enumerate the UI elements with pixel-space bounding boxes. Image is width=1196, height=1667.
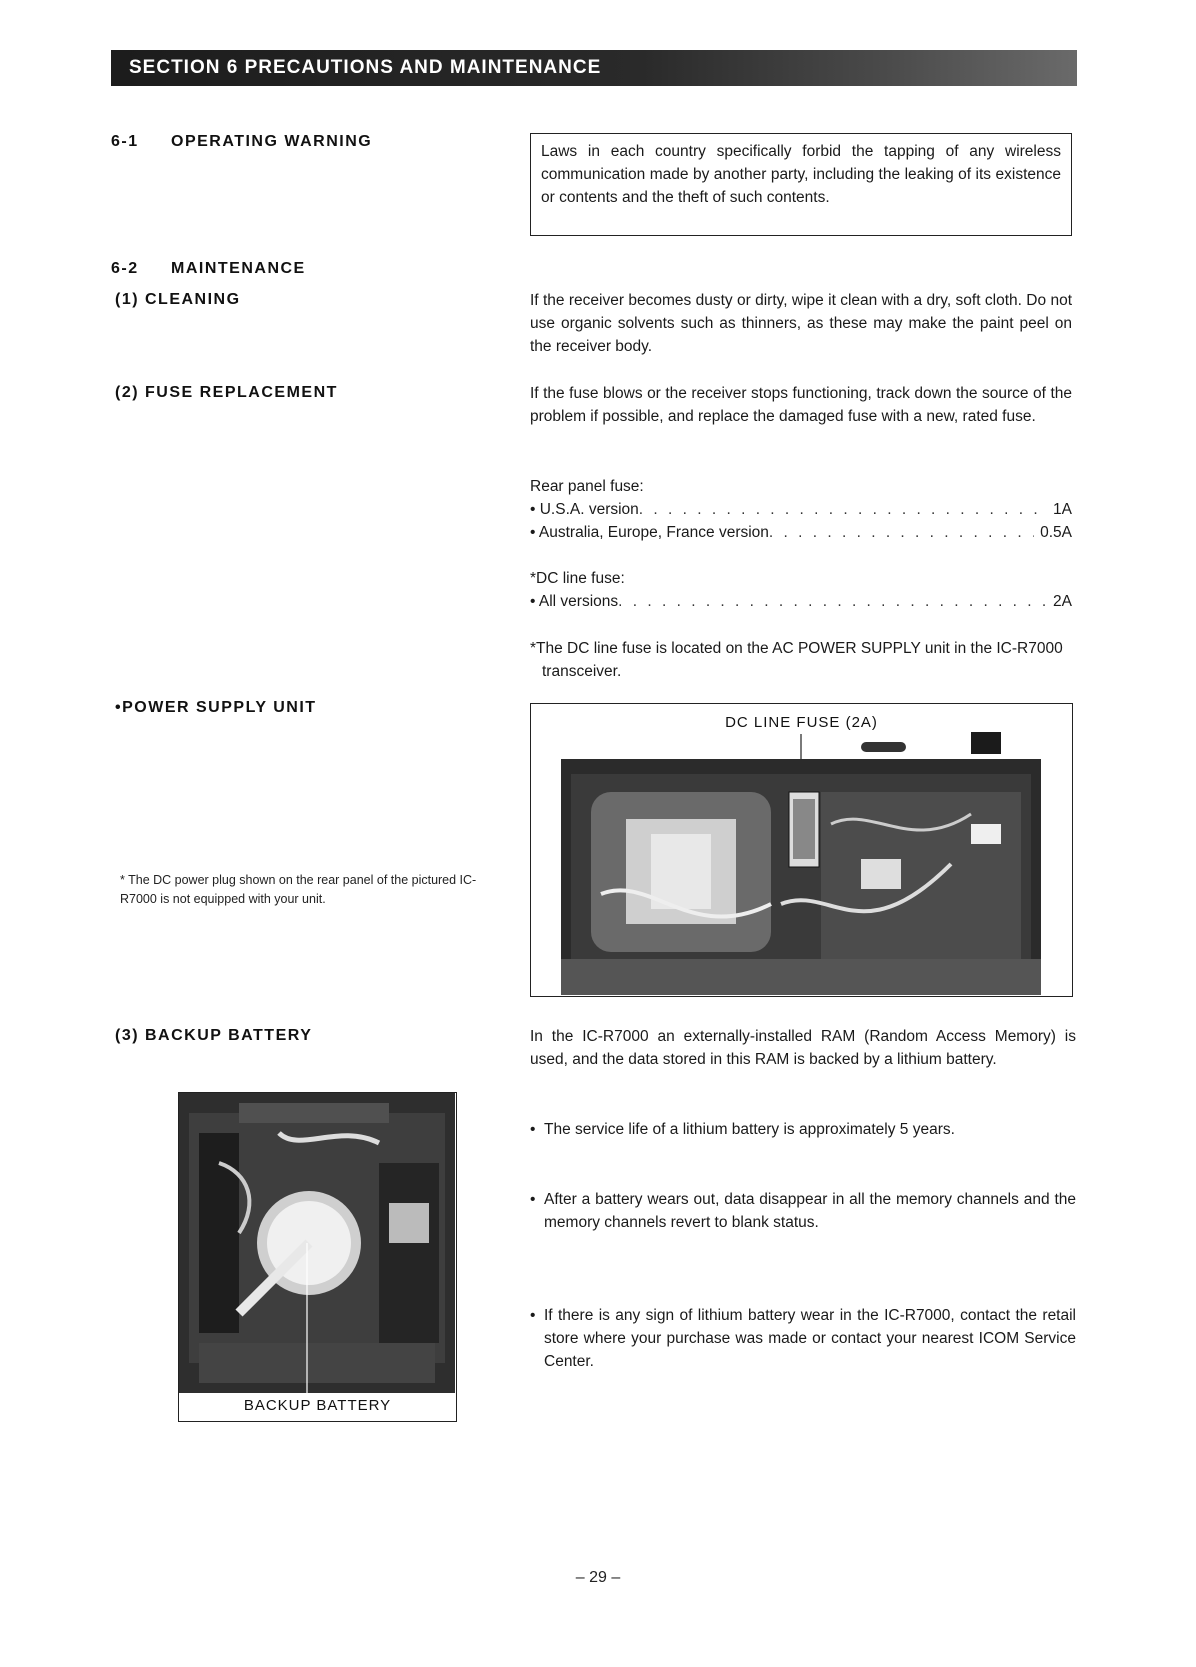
bullet-dot: •: [530, 1307, 536, 1324]
battery-bullet: [530, 1304, 1076, 1373]
heading-backup-battery: (3) BACKUP BATTERY: [115, 1027, 313, 1044]
heading-number: 6-1: [111, 133, 139, 150]
fuse-line-label: • U.S.A. version: [530, 501, 639, 518]
fuse-line-label-text: All versions: [538, 593, 619, 610]
battery-bullet: [530, 1188, 1076, 1234]
battery-bullet-text: After a battery wears out, data disappear in all the memory channels and the memory channels revert to blank status.: [544, 1191, 1076, 1231]
dc-line-label: *DC line fuse:: [530, 570, 625, 587]
fuse-line: [530, 498, 1072, 521]
dc-line-fuse-caption: DC LINE FUSE (2A): [725, 714, 878, 731]
heading-maintenance: [111, 260, 306, 278]
page-number: – 29 –: [575, 1569, 621, 1586]
fuse-replacement-text: If the fuse blows or the receiver stops functioning, track down the source of the problem if possible, and replace the damaged fuse with a new, rated fuse.: [530, 385, 1072, 425]
backup-battery-illustration: [179, 1093, 455, 1393]
dc-fuse-note: *The DC line fuse is located on the AC POWER SUPPLY unit in the IC-R7000 transceiver.: [530, 640, 1063, 680]
heading-fuse-replacement: (2) FUSE REPLACEMENT: [115, 384, 338, 401]
leader-dots: [618, 590, 1047, 613]
power-supply-photo: [530, 703, 1073, 997]
fuse-line-label: • All versions: [530, 593, 619, 610]
fuse-line: [530, 521, 1072, 544]
section-banner: [111, 50, 1077, 86]
battery-bullet: [530, 1118, 1076, 1141]
heading-operating-warning: [111, 133, 372, 151]
operating-warning-text: Laws in each country specifically forbid the tapping of any wireless communication made by another party, including the leaking of its existence or contents and the theft of such contents.: [541, 143, 1061, 206]
heading-number: 6-2: [111, 260, 139, 277]
fuse-line-value: 2A: [1053, 593, 1072, 610]
cleaning-text: If the receiver becomes dusty or dirty, wipe it clean with a dry, soft cloth. Do not use organic solvents such as thinners, as these may make the paint peel on the receiver body.: [530, 292, 1072, 355]
power-supply-illustration: [531, 704, 1071, 995]
fuse-line-value: 0.5A: [1040, 524, 1072, 541]
backup-battery-photo: [178, 1092, 457, 1422]
leader-dots: [769, 521, 1034, 544]
heading-title: OPERATING WARNING: [171, 133, 373, 150]
operating-warning-box: [530, 133, 1072, 236]
power-supply-footnote: * The DC power plug shown on the rear panel of the pictured IC-R7000 is not equipped with your unit.: [120, 873, 477, 906]
battery-bullet-text: The service life of a lithium battery is approximately 5 years.: [544, 1121, 955, 1138]
bullet-dot: •: [530, 1191, 536, 1208]
bullet-dot: •: [530, 1121, 536, 1138]
rear-panel-fuse-list: [530, 475, 1072, 544]
fuse-line-value: 1A: [1053, 501, 1072, 518]
backup-battery-caption: BACKUP BATTERY: [243, 1397, 392, 1414]
fuse-line-label-text: Australia, Europe, France version: [538, 524, 769, 541]
fuse-line: [530, 590, 1072, 613]
dc-line-fuse-list: [530, 567, 1072, 613]
heading-title: MAINTENANCE: [171, 260, 306, 277]
leader-dots: [639, 498, 1047, 521]
section-title: SECTION 6 PRECAUTIONS AND MAINTENANCE: [129, 57, 602, 78]
heading-cleaning: (1) CLEANING: [115, 291, 241, 308]
heading-power-supply: [115, 699, 317, 717]
fuse-line-label: • Australia, Europe, France version: [530, 524, 769, 541]
fuse-line-label-text: U.S.A. version: [539, 501, 639, 518]
battery-bullet-text: If there is any sign of lithium battery wear in the IC-R7000, contact the retail store where your purchase was made or contact your nearest ICOM Service Center.: [544, 1307, 1076, 1370]
backup-battery-intro: In the IC-R7000 an externally-installed RAM (Random Access Memory) is used, and the data stored in this RAM is backed by a lithium battery.: [530, 1028, 1076, 1068]
rear-panel-label: Rear panel fuse:: [530, 478, 644, 495]
heading-title: POWER SUPPLY UNIT: [122, 699, 317, 716]
bullet-dot: •: [115, 699, 123, 716]
